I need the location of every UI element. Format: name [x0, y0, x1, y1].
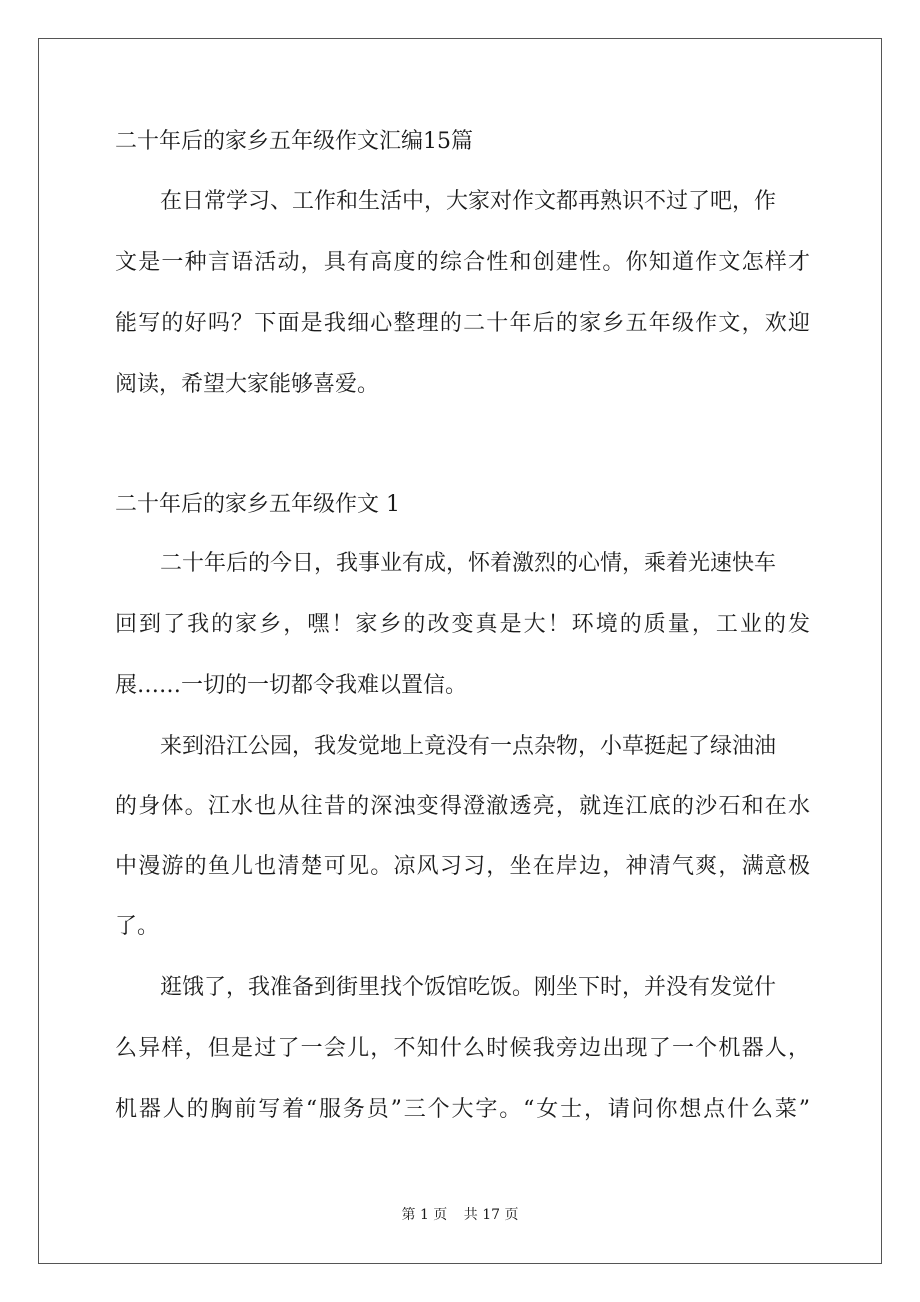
- intro-line-2: 文是一种言语活动，具有高度的综合性和创建性。你知道作文怎样才: [115, 250, 810, 275]
- page-number: 第 1 页: [401, 1207, 448, 1223]
- section-title: 二十年后的家乡五年级作文 1: [115, 492, 400, 517]
- para2-line-2: 的身体。江水也从往昔的深浊变得澄澈透亮，就连江底的沙石和在水: [115, 794, 810, 819]
- intro-line-4: 阅读，希望大家能够喜爱。: [115, 372, 380, 397]
- para1-line-3: 展……一切的一切都令我难以置信。: [115, 673, 468, 698]
- para2-line-4: 了。: [115, 914, 160, 939]
- para2-line-3: 中漫游的鱼儿也清楚可见。凉风习习，坐在岸边，神清气爽，满意极: [115, 854, 810, 879]
- para1-line-1: 二十年后的今日，我事业有成，怀着激烈的心情，乘着光速快车: [160, 551, 777, 576]
- intro-line-1: 在日常学习、工作和生活中，大家对作文都再熟识不过了吧，作: [160, 189, 777, 214]
- page-footer: [0, 1205, 920, 1225]
- para2-line-1: 来到沿江公园，我发觉地上竟没有一点杂物，小草挺起了绿油油: [160, 734, 777, 759]
- para3-line-3: 机器人的胸前写着“服务员”三个大字。“女士，请问你想点什么菜”: [115, 1097, 810, 1122]
- page-total: 共 17 页: [463, 1207, 519, 1223]
- intro-line-3: 能写的好吗？下面是我细心整理的二十年后的家乡五年级作文，欢迎: [115, 311, 810, 336]
- para3-line-2: 么异样，但是过了一会儿，不知什么时候我旁边出现了一个机器人，: [115, 1036, 810, 1061]
- document-title: 二十年后的家乡五年级作文汇编15篇: [115, 129, 473, 154]
- page-border: [38, 38, 882, 1264]
- para3-line-1: 逛饿了，我准备到街里找个饭馆吃饭。刚坐下时，并没有发觉什: [160, 975, 777, 1000]
- para1-line-2: 回到了我的家乡，嘿！家乡的改变真是大！环境的质量，工业的发: [115, 612, 810, 637]
